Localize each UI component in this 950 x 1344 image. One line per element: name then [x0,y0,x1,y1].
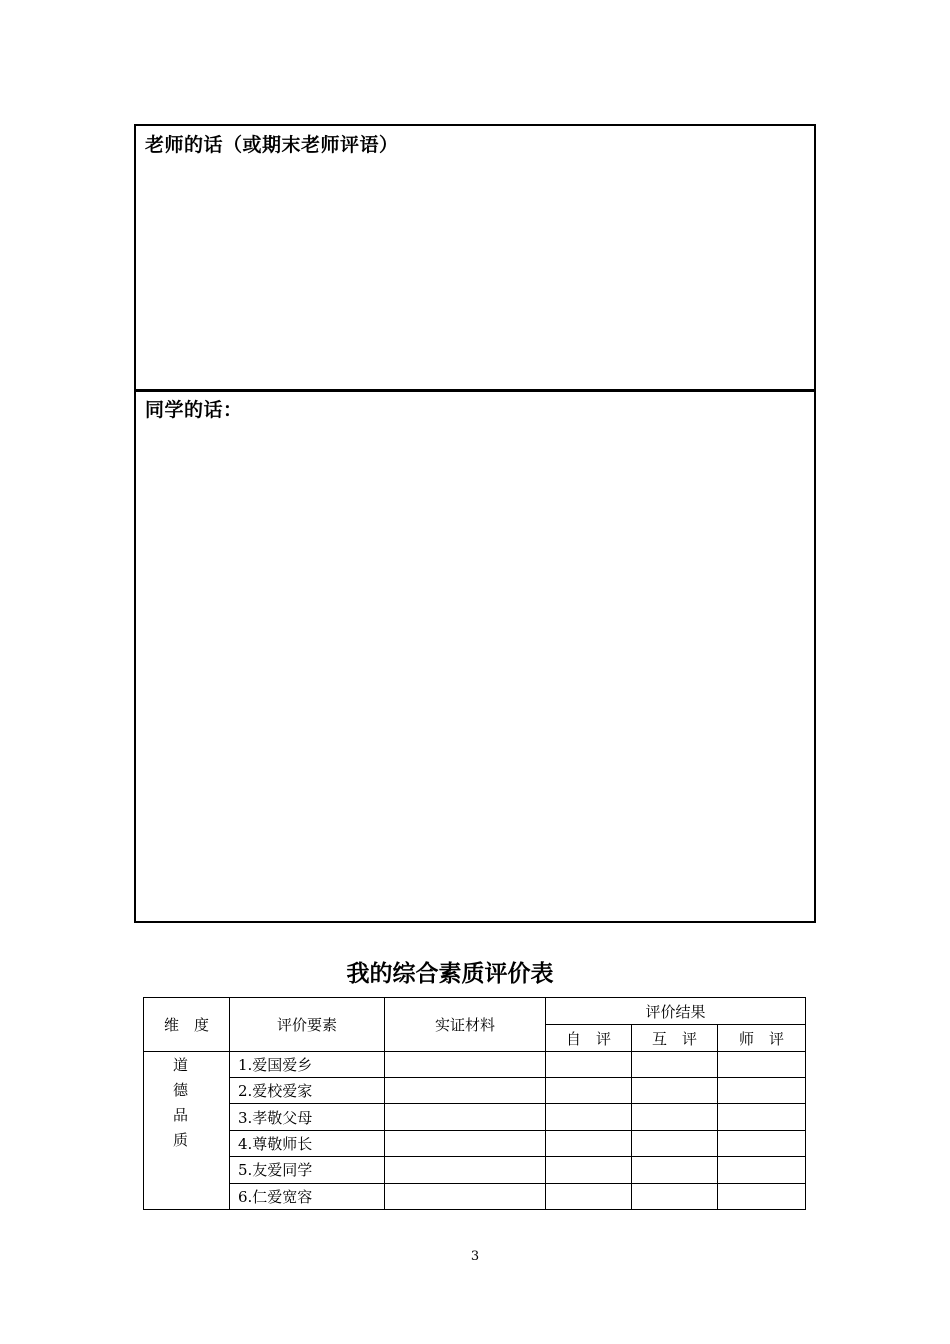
evidence-cell[interactable] [385,1104,546,1130]
element-cell: 1.爱国爱乡 [230,1051,385,1077]
header-peer: 互 评 [632,1025,718,1051]
self-eval-cell[interactable] [546,1157,632,1183]
dimension-char: 品 [172,1105,188,1124]
element-cell: 4.尊敬师长 [230,1130,385,1156]
header-result: 评价结果 [546,998,806,1025]
page-number: 3 [470,1249,480,1264]
teacher-eval-cell[interactable] [718,1183,806,1209]
element-cell: 2.爱校爱家 [230,1078,385,1104]
table-row [144,1104,806,1130]
table-title: 我的综合素质评价表 [346,961,554,987]
peer-eval-cell[interactable] [632,1104,718,1130]
evidence-cell[interactable] [385,1157,546,1183]
peer-eval-cell[interactable] [632,1078,718,1104]
dimension-char: 德 [172,1080,188,1099]
header-dimension: 维 度 [144,998,230,1052]
evidence-cell[interactable] [385,1051,546,1077]
teacher-comment-heading: 老师的话（或期末老师评语） [145,134,399,156]
teacher-eval-cell[interactable] [718,1078,806,1104]
self-eval-cell[interactable] [546,1130,632,1156]
self-eval-cell[interactable] [546,1051,632,1077]
table-row [144,1183,806,1209]
header-evidence: 实证材料 [385,998,546,1052]
self-eval-cell[interactable] [546,1078,632,1104]
evidence-cell[interactable] [385,1130,546,1156]
evaluation-table [143,997,806,1210]
table-row [144,1051,806,1077]
peer-eval-cell[interactable] [632,1051,718,1077]
table-row [144,1078,806,1104]
dimension-char: 道 [172,1055,188,1074]
classmate-comment-box [134,389,816,923]
self-eval-cell[interactable] [546,1183,632,1209]
element-cell: 5.友爱同学 [230,1157,385,1183]
evidence-cell[interactable] [385,1183,546,1209]
peer-eval-cell[interactable] [632,1183,718,1209]
self-eval-cell[interactable] [546,1104,632,1130]
dimension-char: 质 [172,1130,188,1149]
dimension-cell [144,1051,230,1209]
peer-eval-cell[interactable] [632,1130,718,1156]
classmate-comment-heading: 同学的话： [145,399,243,421]
element-cell: 3.孝敬父母 [230,1104,385,1130]
teacher-eval-cell[interactable] [718,1104,806,1130]
header-teacher: 师 评 [718,1025,806,1051]
header-self: 自 评 [546,1025,632,1051]
table-row [144,1157,806,1183]
element-cell: 6.仁爱宽容 [230,1183,385,1209]
peer-eval-cell[interactable] [632,1157,718,1183]
teacher-comment-box [134,124,816,392]
teacher-eval-cell[interactable] [718,1051,806,1077]
header-element: 评价要素 [230,998,385,1052]
evidence-cell[interactable] [385,1078,546,1104]
teacher-eval-cell[interactable] [718,1157,806,1183]
table-row [144,1130,806,1156]
teacher-eval-cell[interactable] [718,1130,806,1156]
